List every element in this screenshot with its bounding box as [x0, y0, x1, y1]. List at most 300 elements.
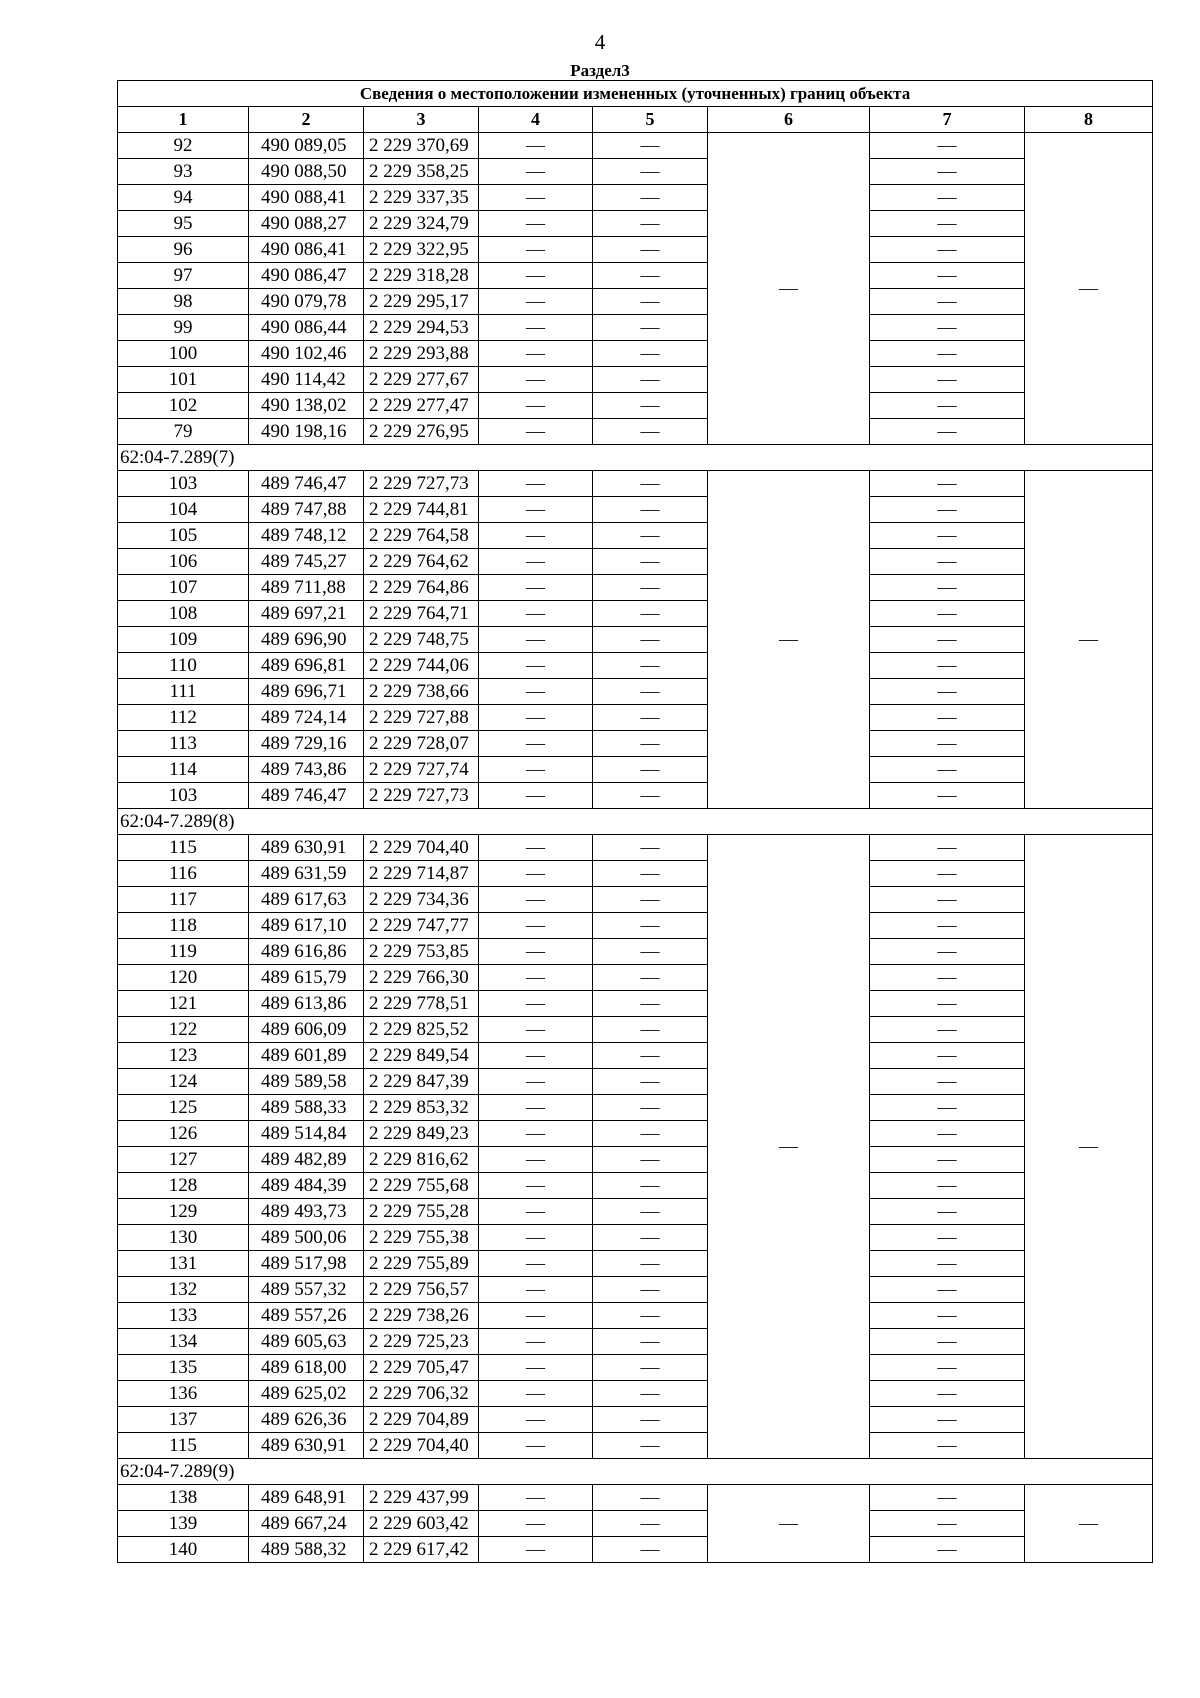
- point-number: 122: [118, 1017, 249, 1043]
- dash-cell: —: [479, 1147, 593, 1173]
- y-coordinate: 2 229 322,95: [364, 237, 479, 263]
- dash-cell: —: [870, 237, 1025, 263]
- table-row: [118, 1329, 1153, 1355]
- table-row: [118, 1537, 1153, 1563]
- y-coordinate: 2 229 294,53: [364, 315, 479, 341]
- dash-cell: —: [593, 757, 708, 783]
- point-number: 131: [118, 1251, 249, 1277]
- y-coordinate: 2 229 816,62: [364, 1147, 479, 1173]
- column-header: 7: [870, 107, 1025, 133]
- dash-cell: —: [479, 1069, 593, 1095]
- dash-cell: —: [870, 1277, 1025, 1303]
- y-coordinate: 2 229 764,71: [364, 601, 479, 627]
- dash-cell: —: [870, 471, 1025, 497]
- x-coordinate: 489 605,63: [249, 1329, 364, 1355]
- y-coordinate: 2 229 853,32: [364, 1095, 479, 1121]
- dash-cell: —: [593, 289, 708, 315]
- dash-cell: —: [870, 393, 1025, 419]
- dash-cell: —: [479, 1277, 593, 1303]
- point-number: 79: [118, 419, 249, 445]
- table-row: [118, 1511, 1153, 1537]
- x-coordinate: 490 088,27: [249, 211, 364, 237]
- point-number: 115: [118, 1433, 249, 1459]
- point-number: 112: [118, 705, 249, 731]
- table-row: [118, 705, 1153, 731]
- dash-cell: —: [479, 887, 593, 913]
- merged-dash-cell: —: [1025, 1485, 1153, 1563]
- y-coordinate: 2 229 847,39: [364, 1069, 479, 1095]
- dash-cell: —: [870, 1537, 1025, 1563]
- dash-cell: —: [870, 939, 1025, 965]
- y-coordinate: 2 229 744,06: [364, 653, 479, 679]
- dash-cell: —: [593, 1225, 708, 1251]
- x-coordinate: 489 615,79: [249, 965, 364, 991]
- dash-cell: —: [870, 1043, 1025, 1069]
- point-number: 94: [118, 185, 249, 211]
- dash-cell: —: [593, 1511, 708, 1537]
- dash-cell: —: [870, 1017, 1025, 1043]
- dash-cell: —: [479, 1485, 593, 1511]
- column-header: 1: [118, 107, 249, 133]
- dash-cell: —: [593, 965, 708, 991]
- x-coordinate: 489 617,63: [249, 887, 364, 913]
- dash-cell: —: [870, 1147, 1025, 1173]
- point-number: 116: [118, 861, 249, 887]
- point-number: 104: [118, 497, 249, 523]
- y-coordinate: 2 229 277,47: [364, 393, 479, 419]
- dash-cell: —: [870, 1407, 1025, 1433]
- dash-cell: —: [870, 1251, 1025, 1277]
- x-coordinate: 489 517,98: [249, 1251, 364, 1277]
- dash-cell: —: [870, 601, 1025, 627]
- dash-cell: —: [870, 731, 1025, 757]
- dash-cell: —: [870, 1095, 1025, 1121]
- dash-cell: —: [870, 1069, 1025, 1095]
- dash-cell: —: [479, 289, 593, 315]
- dash-cell: —: [593, 653, 708, 679]
- x-coordinate: 490 088,41: [249, 185, 364, 211]
- point-number: 126: [118, 1121, 249, 1147]
- table-row: [118, 1017, 1153, 1043]
- dash-cell: —: [479, 835, 593, 861]
- dash-cell: —: [870, 913, 1025, 939]
- dash-cell: —: [593, 601, 708, 627]
- x-coordinate: 489 588,32: [249, 1537, 364, 1563]
- point-number: 139: [118, 1511, 249, 1537]
- column-header: 2: [249, 107, 364, 133]
- y-coordinate: 2 229 437,99: [364, 1485, 479, 1511]
- dash-cell: —: [593, 523, 708, 549]
- y-coordinate: 2 229 764,58: [364, 523, 479, 549]
- table-row: [118, 575, 1153, 601]
- point-number: 113: [118, 731, 249, 757]
- dash-cell: —: [870, 991, 1025, 1017]
- dash-cell: —: [593, 913, 708, 939]
- part-identifier: 62:04-7.289(8): [118, 809, 1153, 835]
- point-number: 107: [118, 575, 249, 601]
- table-row: [118, 1069, 1153, 1095]
- dash-cell: —: [479, 1381, 593, 1407]
- dash-cell: —: [593, 835, 708, 861]
- part-header-row: [118, 809, 1153, 835]
- x-coordinate: 490 198,16: [249, 419, 364, 445]
- point-number: 99: [118, 315, 249, 341]
- dash-cell: —: [479, 575, 593, 601]
- dash-cell: —: [479, 523, 593, 549]
- dash-cell: —: [593, 731, 708, 757]
- x-coordinate: 489 500,06: [249, 1225, 364, 1251]
- table-row: [118, 1433, 1153, 1459]
- dash-cell: —: [593, 237, 708, 263]
- column-header: 4: [479, 107, 593, 133]
- point-number: 106: [118, 549, 249, 575]
- point-number: 137: [118, 1407, 249, 1433]
- dash-cell: —: [593, 341, 708, 367]
- dash-cell: —: [479, 419, 593, 445]
- dash-cell: —: [479, 939, 593, 965]
- dash-cell: —: [870, 1225, 1025, 1251]
- dash-cell: —: [870, 1355, 1025, 1381]
- x-coordinate: 489 648,91: [249, 1485, 364, 1511]
- point-number: 95: [118, 211, 249, 237]
- dash-cell: —: [870, 1121, 1025, 1147]
- point-number: 120: [118, 965, 249, 991]
- dash-cell: —: [870, 315, 1025, 341]
- dash-cell: —: [479, 1225, 593, 1251]
- column-header: 3: [364, 107, 479, 133]
- x-coordinate: 490 089,05: [249, 133, 364, 159]
- merged-dash-cell: —: [1025, 471, 1153, 809]
- y-coordinate: 2 229 725,23: [364, 1329, 479, 1355]
- dash-cell: —: [870, 679, 1025, 705]
- part-header-row: [118, 445, 1153, 471]
- column-header-row: [118, 107, 1153, 133]
- x-coordinate: 490 086,41: [249, 237, 364, 263]
- dash-cell: —: [593, 471, 708, 497]
- dash-cell: —: [593, 211, 708, 237]
- point-number: 118: [118, 913, 249, 939]
- y-coordinate: 2 229 744,81: [364, 497, 479, 523]
- y-coordinate: 2 229 706,32: [364, 1381, 479, 1407]
- x-coordinate: 489 667,24: [249, 1511, 364, 1537]
- dash-cell: —: [479, 731, 593, 757]
- y-coordinate: 2 229 704,40: [364, 1433, 479, 1459]
- x-coordinate: 489 747,88: [249, 497, 364, 523]
- dash-cell: —: [479, 1329, 593, 1355]
- dash-cell: —: [870, 549, 1025, 575]
- y-coordinate: 2 229 727,74: [364, 757, 479, 783]
- boundary-coordinates-table: [117, 80, 1153, 1563]
- table-row: [118, 133, 1153, 159]
- dash-cell: —: [479, 965, 593, 991]
- point-number: 135: [118, 1355, 249, 1381]
- x-coordinate: 490 114,42: [249, 367, 364, 393]
- dash-cell: —: [479, 1511, 593, 1537]
- y-coordinate: 2 229 738,26: [364, 1303, 479, 1329]
- x-coordinate: 489 748,12: [249, 523, 364, 549]
- y-coordinate: 2 229 728,07: [364, 731, 479, 757]
- x-coordinate: 489 617,10: [249, 913, 364, 939]
- x-coordinate: 489 606,09: [249, 1017, 364, 1043]
- table-row: [118, 289, 1153, 315]
- dash-cell: —: [593, 1251, 708, 1277]
- dash-cell: —: [479, 653, 593, 679]
- point-number: 125: [118, 1095, 249, 1121]
- point-number: 114: [118, 757, 249, 783]
- point-number: 132: [118, 1277, 249, 1303]
- dash-cell: —: [593, 627, 708, 653]
- point-number: 111: [118, 679, 249, 705]
- dash-cell: —: [479, 1433, 593, 1459]
- dash-cell: —: [870, 159, 1025, 185]
- dash-cell: —: [870, 289, 1025, 315]
- y-coordinate: 2 229 734,36: [364, 887, 479, 913]
- dash-cell: —: [479, 133, 593, 159]
- dash-cell: —: [870, 211, 1025, 237]
- x-coordinate: 489 626,36: [249, 1407, 364, 1433]
- dash-cell: —: [593, 679, 708, 705]
- dash-cell: —: [870, 1511, 1025, 1537]
- x-coordinate: 489 697,21: [249, 601, 364, 627]
- dash-cell: —: [479, 159, 593, 185]
- page-number: 4: [594, 30, 606, 54]
- point-number: 136: [118, 1381, 249, 1407]
- dash-cell: —: [479, 211, 593, 237]
- table-row: [118, 1381, 1153, 1407]
- point-number: 97: [118, 263, 249, 289]
- column-header: 8: [1025, 107, 1153, 133]
- point-number: 128: [118, 1173, 249, 1199]
- x-coordinate: 490 088,50: [249, 159, 364, 185]
- merged-dash-cell: —: [1025, 133, 1153, 445]
- y-coordinate: 2 229 755,89: [364, 1251, 479, 1277]
- point-number: 92: [118, 133, 249, 159]
- x-coordinate: 490 138,02: [249, 393, 364, 419]
- table-row: [118, 731, 1153, 757]
- dash-cell: —: [593, 1537, 708, 1563]
- y-coordinate: 2 229 318,28: [364, 263, 479, 289]
- table-row: [118, 497, 1153, 523]
- table-caption: Сведения о местоположении измененных (уточненных) границ объекта: [118, 81, 1153, 107]
- dash-cell: —: [870, 523, 1025, 549]
- dash-cell: —: [593, 1381, 708, 1407]
- table-row: [118, 991, 1153, 1017]
- dash-cell: —: [870, 1173, 1025, 1199]
- y-coordinate: 2 229 764,62: [364, 549, 479, 575]
- dash-cell: —: [593, 159, 708, 185]
- dash-cell: —: [593, 575, 708, 601]
- x-coordinate: 489 625,02: [249, 1381, 364, 1407]
- x-coordinate: 489 616,86: [249, 939, 364, 965]
- x-coordinate: 489 631,59: [249, 861, 364, 887]
- dash-cell: —: [870, 419, 1025, 445]
- dash-cell: —: [870, 1485, 1025, 1511]
- point-number: 115: [118, 835, 249, 861]
- dash-cell: —: [870, 133, 1025, 159]
- dash-cell: —: [593, 705, 708, 731]
- dash-cell: —: [479, 471, 593, 497]
- table-row: [118, 471, 1153, 497]
- dash-cell: —: [479, 757, 593, 783]
- x-coordinate: 489 745,27: [249, 549, 364, 575]
- dash-cell: —: [593, 1355, 708, 1381]
- dash-cell: —: [593, 133, 708, 159]
- merged-dash-cell: —: [1025, 835, 1153, 1459]
- table-row: [118, 1043, 1153, 1069]
- x-coordinate: 489 618,00: [249, 1355, 364, 1381]
- x-coordinate: 489 630,91: [249, 1433, 364, 1459]
- dash-cell: —: [593, 315, 708, 341]
- dash-cell: —: [870, 341, 1025, 367]
- dash-cell: —: [870, 783, 1025, 809]
- table-row: [118, 965, 1153, 991]
- table-row: [118, 1251, 1153, 1277]
- x-coordinate: 489 557,32: [249, 1277, 364, 1303]
- table-row: [118, 653, 1153, 679]
- dash-cell: —: [479, 1303, 593, 1329]
- dash-cell: —: [479, 185, 593, 211]
- dash-cell: —: [870, 1303, 1025, 1329]
- x-coordinate: 489 589,58: [249, 1069, 364, 1095]
- dash-cell: —: [593, 1433, 708, 1459]
- dash-cell: —: [479, 315, 593, 341]
- y-coordinate: 2 229 727,73: [364, 783, 479, 809]
- dash-cell: —: [593, 1095, 708, 1121]
- table-row: [118, 263, 1153, 289]
- dash-cell: —: [479, 913, 593, 939]
- x-coordinate: 489 630,91: [249, 835, 364, 861]
- y-coordinate: 2 229 753,85: [364, 939, 479, 965]
- y-coordinate: 2 229 293,88: [364, 341, 479, 367]
- dash-cell: —: [593, 939, 708, 965]
- x-coordinate: 489 696,90: [249, 627, 364, 653]
- x-coordinate: 489 588,33: [249, 1095, 364, 1121]
- dash-cell: —: [479, 783, 593, 809]
- table-row: [118, 1407, 1153, 1433]
- dash-cell: —: [870, 653, 1025, 679]
- point-number: 102: [118, 393, 249, 419]
- table-row: [118, 341, 1153, 367]
- dash-cell: —: [479, 1043, 593, 1069]
- point-number: 123: [118, 1043, 249, 1069]
- y-coordinate: 2 229 727,88: [364, 705, 479, 731]
- y-coordinate: 2 229 370,69: [364, 133, 479, 159]
- dash-cell: —: [479, 705, 593, 731]
- dash-cell: —: [479, 497, 593, 523]
- table-row: [118, 315, 1153, 341]
- table-row: [118, 1147, 1153, 1173]
- dash-cell: —: [479, 991, 593, 1017]
- y-coordinate: 2 229 603,42: [364, 1511, 479, 1537]
- dash-cell: —: [593, 887, 708, 913]
- dash-cell: —: [479, 1017, 593, 1043]
- merged-dash-cell: —: [708, 835, 870, 1459]
- table-row: [118, 601, 1153, 627]
- x-coordinate: 489 729,16: [249, 731, 364, 757]
- dash-cell: —: [479, 1251, 593, 1277]
- x-coordinate: 490 079,78: [249, 289, 364, 315]
- dash-cell: —: [479, 237, 593, 263]
- merged-dash-cell: —: [708, 1485, 870, 1563]
- y-coordinate: 2 229 727,73: [364, 471, 479, 497]
- dash-cell: —: [479, 263, 593, 289]
- dash-cell: —: [479, 1121, 593, 1147]
- x-coordinate: 489 711,88: [249, 575, 364, 601]
- table-row: [118, 1277, 1153, 1303]
- point-number: 100: [118, 341, 249, 367]
- table-row: [118, 679, 1153, 705]
- point-number: 96: [118, 237, 249, 263]
- column-header: 5: [593, 107, 708, 133]
- dash-cell: —: [593, 393, 708, 419]
- dash-cell: —: [870, 1329, 1025, 1355]
- dash-cell: —: [870, 887, 1025, 913]
- dash-cell: —: [593, 1017, 708, 1043]
- y-coordinate: 2 229 825,52: [364, 1017, 479, 1043]
- point-number: 117: [118, 887, 249, 913]
- section-title: Раздел3: [570, 61, 630, 80]
- x-coordinate: 489 696,71: [249, 679, 364, 705]
- x-coordinate: 489 746,47: [249, 783, 364, 809]
- x-coordinate: 489 746,47: [249, 471, 364, 497]
- y-coordinate: 2 229 755,28: [364, 1199, 479, 1225]
- y-coordinate: 2 229 276,95: [364, 419, 479, 445]
- point-number: 138: [118, 1485, 249, 1511]
- dash-cell: —: [593, 549, 708, 575]
- dash-cell: —: [870, 1381, 1025, 1407]
- y-coordinate: 2 229 755,68: [364, 1173, 479, 1199]
- table-row: [118, 783, 1153, 809]
- dash-cell: —: [870, 575, 1025, 601]
- y-coordinate: 2 229 766,30: [364, 965, 479, 991]
- dash-cell: —: [479, 549, 593, 575]
- x-coordinate: 489 493,73: [249, 1199, 364, 1225]
- point-number: 121: [118, 991, 249, 1017]
- dash-cell: —: [479, 1537, 593, 1563]
- dash-cell: —: [593, 1121, 708, 1147]
- point-number: 103: [118, 783, 249, 809]
- part-identifier: 62:04-7.289(7): [118, 445, 1153, 471]
- y-coordinate: 2 229 324,79: [364, 211, 479, 237]
- dash-cell: —: [479, 341, 593, 367]
- dash-cell: —: [479, 1355, 593, 1381]
- dash-cell: —: [593, 1329, 708, 1355]
- dash-cell: —: [593, 861, 708, 887]
- dash-cell: —: [593, 1069, 708, 1095]
- x-coordinate: 490 102,46: [249, 341, 364, 367]
- table-row: [118, 237, 1153, 263]
- dash-cell: —: [870, 965, 1025, 991]
- dash-cell: —: [593, 497, 708, 523]
- y-coordinate: 2 229 704,89: [364, 1407, 479, 1433]
- dash-cell: —: [870, 1199, 1025, 1225]
- table-row: [118, 887, 1153, 913]
- y-coordinate: 2 229 764,86: [364, 575, 479, 601]
- x-coordinate: 490 086,47: [249, 263, 364, 289]
- x-coordinate: 489 601,89: [249, 1043, 364, 1069]
- dash-cell: —: [593, 1303, 708, 1329]
- dash-cell: —: [870, 367, 1025, 393]
- table-row: [118, 1303, 1153, 1329]
- dash-cell: —: [870, 757, 1025, 783]
- x-coordinate: 489 696,81: [249, 653, 364, 679]
- dash-cell: —: [479, 627, 593, 653]
- y-coordinate: 2 229 755,38: [364, 1225, 479, 1251]
- dash-cell: —: [593, 1407, 708, 1433]
- point-number: 140: [118, 1537, 249, 1563]
- table-row: [118, 549, 1153, 575]
- y-coordinate: 2 229 756,57: [364, 1277, 479, 1303]
